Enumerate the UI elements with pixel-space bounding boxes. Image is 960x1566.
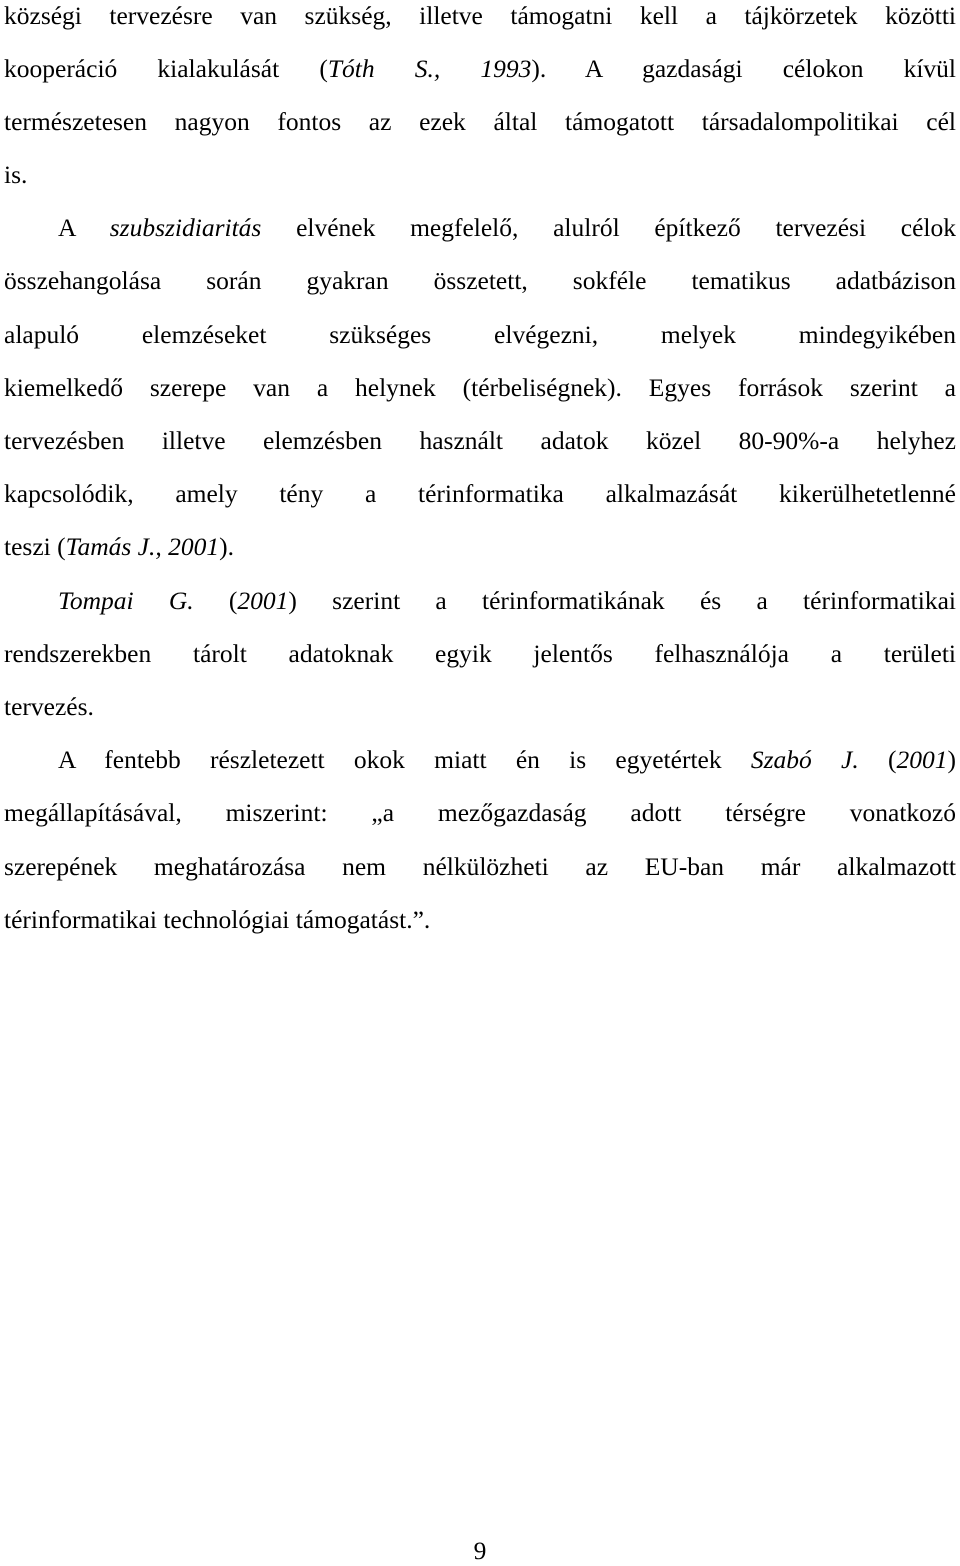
text-line: tervezésben illetve elemzésben használt adatok közel 80-90%-a helyhez <box>4 426 956 455</box>
italic-citation: 2001 <box>896 745 948 774</box>
text-line: Tompai G. (2001) szerint a térinformatikának és a térinformatikai <box>58 586 956 615</box>
italic-citation: 2001 <box>237 586 289 615</box>
italic-citation: Tóth S., 1993 <box>327 54 532 83</box>
page-number: 9 <box>473 1536 487 1565</box>
text-line: térinformatikai technológiai támogatást.”. <box>4 905 431 934</box>
italic-citation: Tompai G. <box>58 586 194 615</box>
text-line: természetesen nagyon fontos az ezek által támogatott társadalompolitikai cél <box>4 107 956 136</box>
text-line: teszi (Tamás J., 2001). <box>4 532 234 561</box>
italic-citation: Tamás J., 2001 <box>65 532 220 561</box>
text-line: rendszerekben tárolt adatoknak egyik jelentős felhasználója a területi <box>4 639 956 668</box>
text-line: községi tervezésre van szükség, illetve támogatni kell a tájkörzetek közötti <box>4 1 956 30</box>
italic-citation: Szabó J. <box>750 745 859 774</box>
text-line: kooperáció kialakulását (Tóth S., 1993). A gazdasági célokon kívül <box>4 54 956 83</box>
text-line: A szubszidiaritás elvének megfelelő, alulról építkező tervezési célok <box>58 213 956 242</box>
text-line: tervezés. <box>4 692 94 721</box>
italic-citation: szubszidiaritás <box>109 213 262 242</box>
text-line: is. <box>4 160 28 189</box>
text-line: kapcsolódik, amely tény a térinformatika alkalmazását kikerülhetetlenné <box>4 479 956 508</box>
text-line: megállapításával, miszerint: „a mezőgazdaság adott térségre vonatkozó <box>4 798 956 827</box>
text-line: alapuló elemzéseket szükséges elvégezni, melyek mindegyikében <box>4 320 956 349</box>
text-line: A fentebb részletezett okok miatt én is egyetértek Szabó J. (2001) <box>58 745 956 774</box>
text-line: összehangolása során gyakran összetett, sokféle tematikus adatbázison <box>4 266 956 295</box>
text-line: kiemelkedő szerepe van a helynek (térbeliségnek). Egyes források szerint a <box>4 373 956 402</box>
text-line: szerepének meghatározása nem nélkülözheti az EU-ban már alkalmazott <box>4 852 956 881</box>
